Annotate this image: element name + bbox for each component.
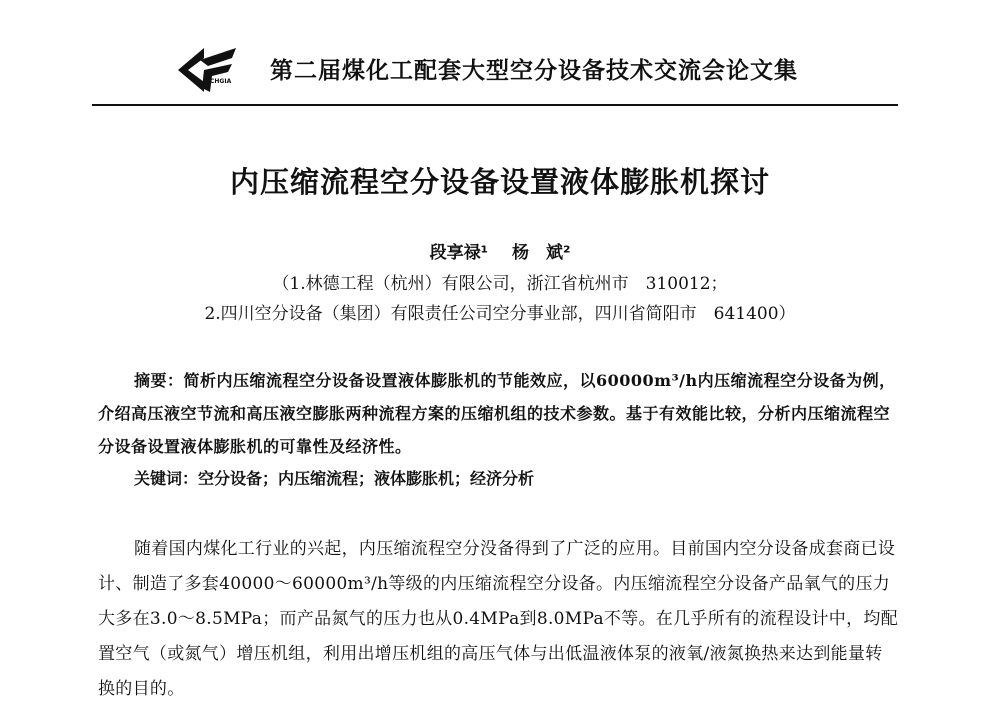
logo-text: CHGIA — [210, 78, 232, 85]
body-paragraph-text: 随着国内煤化工行业的兴起，内压缩流程空分没备得到了广泛的应用。目前国内空分设备成套商已设计、制造了多套40000～60000m³/h等级的内压缩流程空分设备。内压缩流程空分设备产品氧气的压力大多在3.0～8.5MPa；而产品氮气的压力也从0.4MPa到8.0MPa不等。在几乎所有的流程设计中，均配置空气（或氮气）增压机组，利用出增压机组的高压气体与出低温液体泵的液氧/液氮换热来达到能量转换的目的。 — [98, 539, 898, 699]
keywords-text: 空分设备；内压缩流程；液体膨胀机；经济分析 — [198, 469, 535, 488]
conference-logo — [174, 42, 246, 98]
proceedings-title: 第二届煤化工配套大型空分设备技术交流会论文集 — [270, 58, 798, 84]
author-1: 段享禄¹ — [429, 243, 489, 263]
conference-logo-icon — [174, 42, 246, 98]
body-paragraph — [98, 532, 898, 707]
keywords — [134, 466, 894, 489]
affiliation-2: 2.四川空分设备（集团）有限责任公司空分事业部，四川省简阳市 641400） — [204, 304, 796, 324]
header-divider — [92, 104, 898, 106]
author-list — [0, 238, 1000, 263]
paper-title: 内压缩流程空分设备设置液体膨胀机探讨 — [229, 165, 770, 199]
abstract — [98, 364, 898, 463]
author-2: 杨 斌² — [511, 243, 571, 263]
keywords-label: 关键词： — [134, 469, 199, 488]
affiliation-1: （1.林德工程（杭州）有限公司，浙江省杭州市 310012； — [272, 274, 728, 294]
abstract-text: 简析内压缩流程空分设备设置液体膨胀机的节能效应，以60000m³/h内压缩流程空分设备为例，介绍高压液空节流和高压液空膨胀两种流程方案的压缩机组的技术参数。基于有效能比较，分析内压缩流程空分设备设置液体膨胀机的可靠性及经济性。 — [98, 371, 896, 456]
page-header — [92, 38, 898, 106]
abstract-label: 摘要： — [134, 371, 184, 390]
